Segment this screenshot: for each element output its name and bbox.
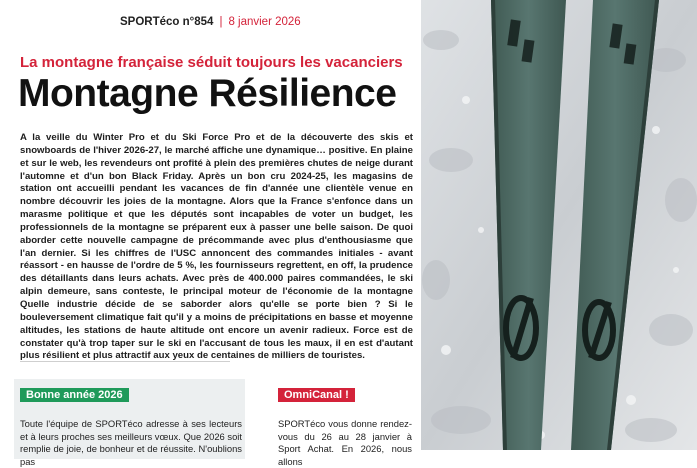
new-year-text: Toute l'équipe de SPORTéco adresse à ses lecteurs et à leurs proches ses meilleurs vœux. Que 2026 soit remplie de joie, de bonheur et de réussite. N'oublions pas bbox=[20, 418, 242, 467]
publication-name: SPORTéco n°854 bbox=[120, 16, 214, 28]
masthead-separator: | bbox=[219, 16, 223, 28]
issue-date: 8 janvier 2026 bbox=[228, 16, 301, 28]
new-year-box bbox=[14, 379, 245, 467]
omnicanal-text: SPORTéco vous donne rendez-vous du 26 au 28 janvier à Sport Achat. En 2026, nous allons bbox=[278, 418, 412, 467]
section-divider bbox=[20, 361, 230, 362]
article-kicker: La montagne française séduit toujours les vacanciers bbox=[20, 54, 403, 71]
new-year-title: Bonne année 2026 bbox=[20, 388, 129, 402]
article-body: A la veille du Winter Pro et du Ski Force Pro et de la découverte des skis et snowboards de l'hiver 2026-27, le marché affiche une dynamique… positive. En plaine et sur le web, les revendeurs ont profité à plein des premières chutes de neige durant l'automne et d'un bon Black Friday. Après un bon cru 2024-25, les magasins de station ont accueilli pendant les vacances de fin d'année une clientèle venue en nombre découvrir les joies de la montagne. Alors que la France s'enfonce dans un marasme politique et que les députés sont incapables de voter un budget, les professionnels de la montagne se préparent eux à passer une belle saison. De quoi aborder cette nouvelle campagne de précommande avec plus d'enthousiasme que l'an dernier. Si les chiffres de l'USC annoncent des commandes initiales - avant réassort - en hausse de l'ordre de 5 %, les fournisseurs regrettent, en off, la prudence des détaillants dans leurs achats. Avec près de 400.000 paires commandées, le ski alpin demeure, sans conteste, le principal moteur de l'économie de la montagne Quelle industrie décide de se saborder alors qu'elle se porte bien ? Si le bouleversement climatique fait qu'il y a moins de précipitations en basse et moyenne altitudes, les stations de haute altitude ont encore un avenir radieux. Force est de constater qu'à trop taper sur le ski en l'accusant de tous les maux, il en est d'autant plus résilient et plus attractif aux yeux de centaines de milliers de touristes. bbox=[20, 132, 413, 362]
skis-photo bbox=[421, 0, 697, 450]
article-headline: Montagne Résilience bbox=[18, 72, 397, 115]
omnicanal-box bbox=[268, 379, 418, 467]
masthead bbox=[120, 16, 301, 28]
omnicanal-title: OmniCanal ! bbox=[278, 388, 355, 402]
